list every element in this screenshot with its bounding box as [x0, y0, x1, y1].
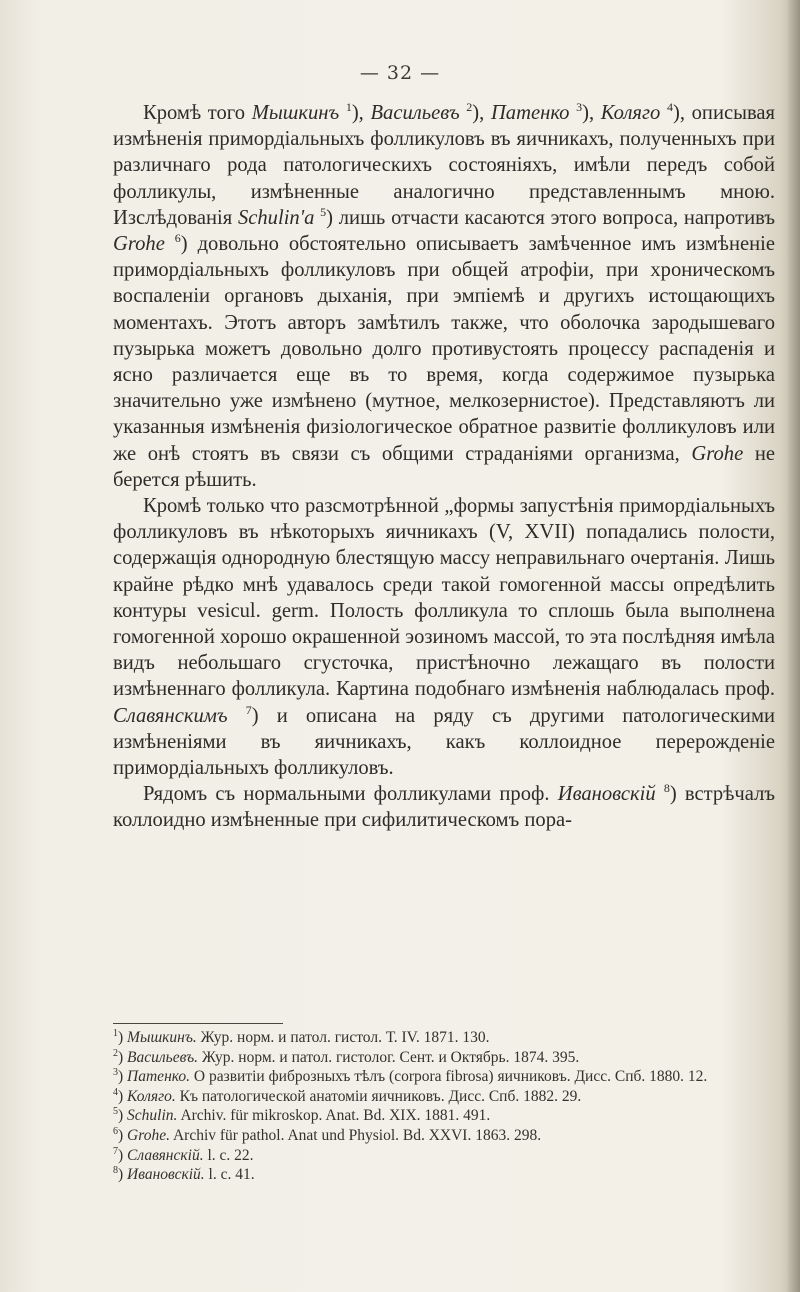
footnote-ref[interactable]: 3	[576, 100, 583, 115]
footnote-ref[interactable]: 1	[345, 100, 352, 115]
page-edge-shadow	[786, 0, 800, 1292]
paragraph-2: Кромѣ только что разсмотрѣнной „формы запустѣнія примордіальныхъ фолликуловъ въ нѣкоторыхъ яичникахъ (V, XVII) попадались полости, содержащія однородную блестящую массу неправильнаго очертанія. Лишь крайне рѣдко мнѣ удавалось среди такой гомогенной массы опредѣлить контуры vesicul. germ. Полость фолликула то сплошь была выполнена гомогенной хорошо окрашенной эозиномъ массой, то эта послѣдняя имѣла видъ небольшаго сгусточка, пристѣночно лежащаго въ полости измѣненнаго фолликула. Картина подобнаго измѣненія наблюдалась проф. Славянскимъ $^7$) и описана на ряду съ другими патологическими измѣненіями въ яичникахъ, какъ коллоидное перерожденіе примордіальныхъ фолликуловъ.	[113, 495, 775, 780]
author-name: Патенко	[490, 102, 570, 124]
author-name: Коляго	[600, 102, 661, 124]
footnote: $^6$) Grohe. Archiv für pathol. Anat und Physiol. Bd. XXVI. 1863. 298.	[113, 1125, 542, 1144]
footnote-ref[interactable]: 7	[245, 702, 252, 717]
paragraph-1: Кромѣ того Мышкинъ $^1$), Васильевъ $^2$), Патенко $^3$), Коляго $^4$), описывая измѣненія примордіальныхъ фолликуловъ въ яичникахъ, полученныхъ при различнаго рода патологическихъ состояніяхъ, имѣли передъ собой фолликулы, измѣненные аналогично представленнымъ мною. Изслѣдованія Schulin'a $^5$) лишь отчасти касаются этого вопроса, напротивъ Grohe $^6$) довольно обстоятельно описываетъ замѣченное имъ измѣненіе примордіальныхъ фолликуловъ при общей атрофіи, при хроническомъ воспаленіи органовъ дыханія, при эмпіемѣ и другихъ истощающихъ моментахъ. Этотъ авторъ замѣтилъ также, что оболочка зародышеваго пузырька можетъ довольно долго противустоять процессу распаденія и ясно различается еще въ то время, когда содержимое пузырька значительно уже измѣнено (мутное, мелкозернистое). Представляютъ ли указанныя измѣненія физіологическое обратное развитіе фолликуловъ или же онѣ стоятъ въ связи съ общими страданіями организма, Grohe не берется рѣшить.	[113, 100, 776, 491]
footnote: $^4$) Коляго. Къ патологической анатоміи яичниковъ. Дисс. Спб. 1882. 29.	[113, 1086, 582, 1105]
footnote: $^8$) Ивановскій. l. с. 41.	[113, 1165, 255, 1184]
author-name: Славянскимъ	[113, 704, 228, 727]
page-number: — 32 —	[359, 62, 441, 84]
footnote-ref[interactable]: 8	[663, 781, 670, 796]
author-name: Grohe	[113, 233, 165, 256]
footnote-ref[interactable]: 2	[466, 100, 473, 115]
footnote-ref[interactable]: 4	[666, 100, 673, 115]
footnote-ref[interactable]: 6	[174, 231, 181, 246]
footnote: $^5$) Schulin. Archiv. für mikroskop. Anat. Bd. XIX. 1881. 491.	[113, 1106, 491, 1125]
paragraph-3: Рядомъ съ нормальными фолликулами проф. Ивановскій $^8$) встрѣчалъ коллоидно измѣненные при сифилитическомъ пора-	[113, 781, 775, 832]
footnote: $^7$) Славянскій. l. с. 22.	[113, 1145, 254, 1164]
main-text	[113, 100, 775, 834]
footnote: $^2$) Васильевъ. Жур. норм. и патол. гистолог. Сент. и Октябрь. 1874. 395.	[113, 1047, 580, 1066]
footnote: $^3$) Патенко. О развитіи фиброзныхъ тѣлъ (corpora fibrosa) яичниковъ. Дисс. Спб. 1880. 12.	[113, 1067, 708, 1086]
author-name: Васильевъ	[370, 102, 460, 124]
footnote-ref[interactable]: 5	[320, 204, 327, 219]
author-name: Grohe	[691, 442, 744, 465]
author-name: Ивановскій	[557, 783, 656, 806]
author-name: Мышкинъ	[251, 102, 340, 124]
footnotes	[113, 1028, 775, 1185]
footnote: $^1$) Мышкинъ. Жур. норм. и патол. гистол. Т. IV. 1871. 130.	[113, 1027, 490, 1046]
author-name: Schulin'a	[237, 206, 315, 229]
footnote-divider	[113, 1023, 283, 1024]
